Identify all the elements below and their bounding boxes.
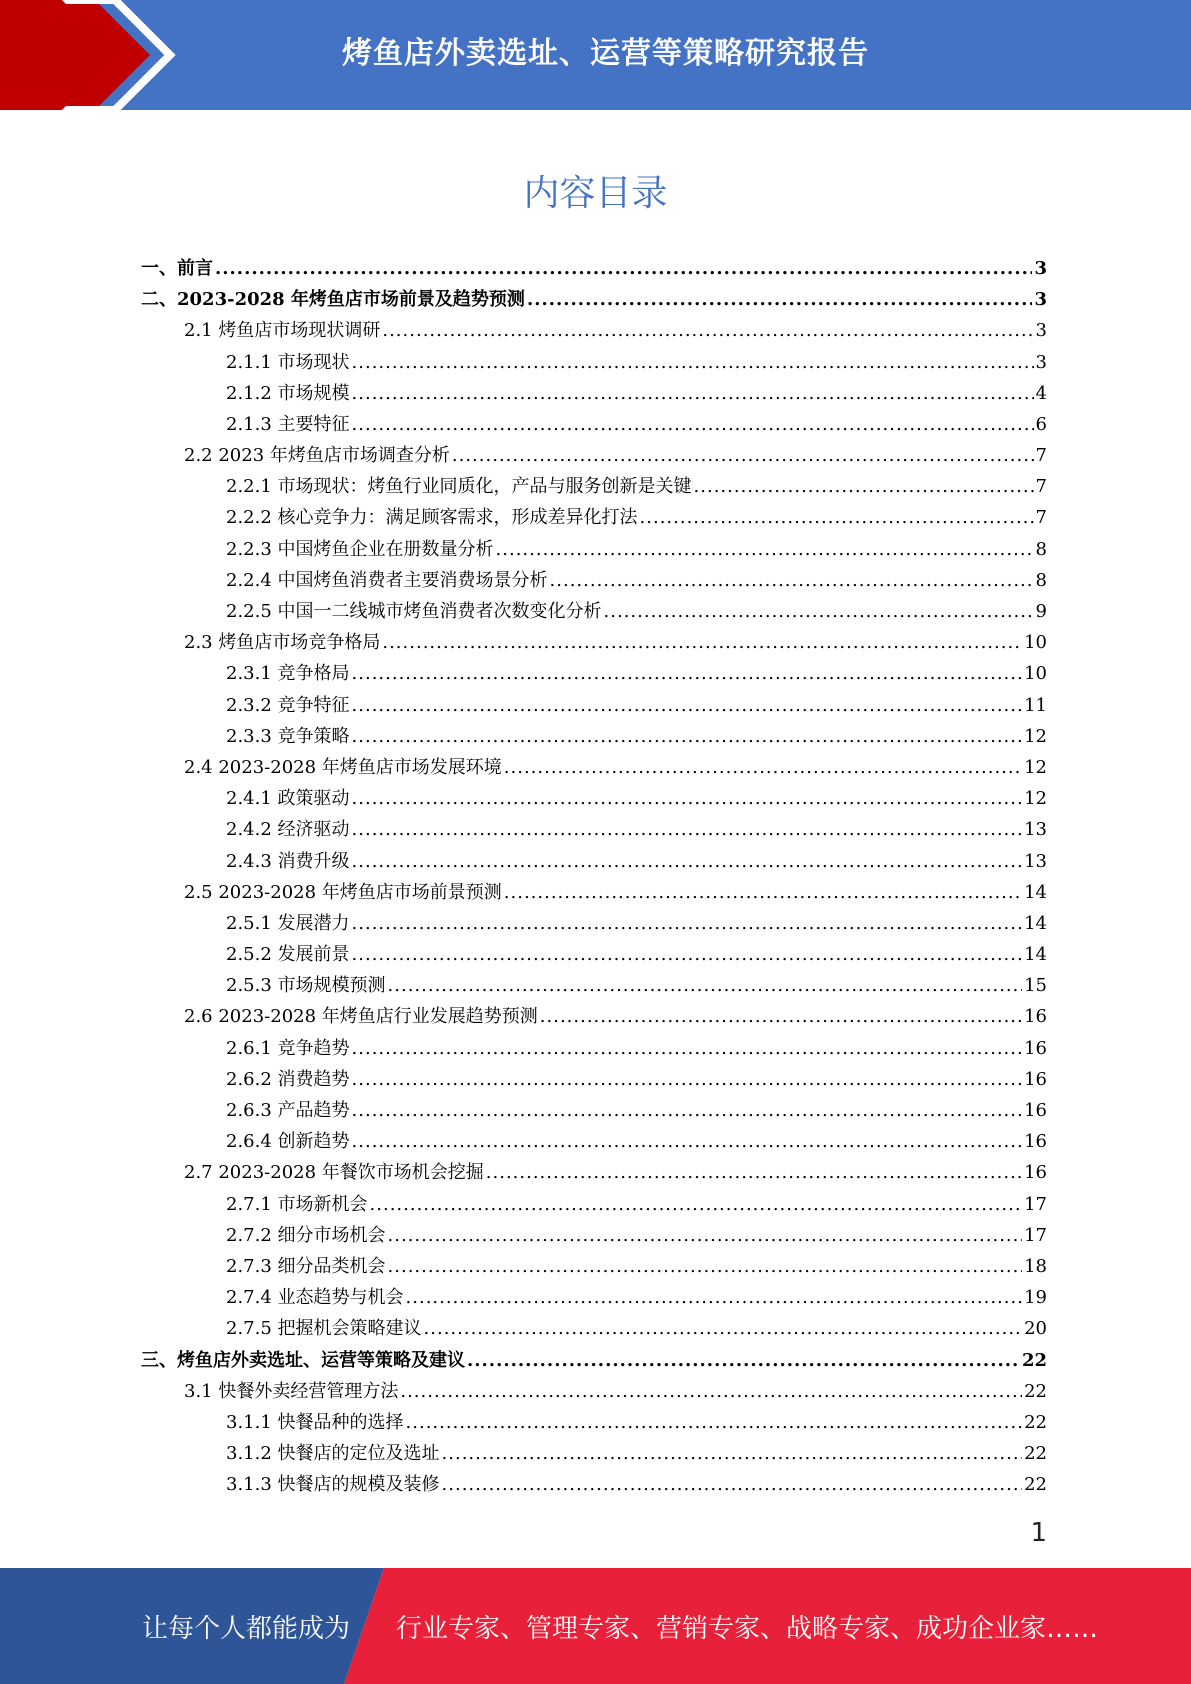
toc-entry-page: 14 [1024, 944, 1047, 966]
toc-entry-label: 2.2.4 中国烤鱼消费者主要消费场景分析 [226, 569, 548, 591]
toc-entry[interactable] [141, 1126, 1047, 1157]
toc-entry-label: 2.6 2023-2028 年烤鱼店行业发展趋势预测 [184, 1006, 538, 1028]
toc-entry-label: 2.4.2 经济驱动 [226, 819, 350, 841]
toc-entry[interactable] [141, 1251, 1047, 1282]
toc-entry-page: 12 [1024, 788, 1047, 810]
toc-entry-label: 2.4 2023-2028 年烤鱼店市场发展环境 [184, 756, 502, 778]
toc-dot-leader [504, 877, 1022, 908]
toc-entry[interactable] [141, 1002, 1047, 1033]
toc-entry-label: 2.6.1 竞争趋势 [226, 1037, 350, 1059]
toc-entry-label: 2.3.2 竞争特征 [226, 694, 350, 716]
toc-entry[interactable] [141, 752, 1047, 783]
toc-dot-leader [388, 1251, 1023, 1282]
toc-entry-label: 2.6.2 消费趋势 [226, 1068, 350, 1090]
toc-entry[interactable] [141, 1407, 1047, 1438]
toc-entry[interactable] [141, 409, 1047, 440]
toc-dot-leader [388, 1220, 1023, 1251]
toc-entry-label: 2.3.3 竞争策略 [226, 725, 350, 747]
toc-entry[interactable] [141, 1469, 1047, 1500]
footer-banner [0, 1568, 1191, 1684]
toc-entry-page: 22 [1024, 1411, 1047, 1433]
toc-dot-leader [550, 565, 1034, 596]
toc-dot-leader [352, 1095, 1023, 1126]
toc-dot-leader [352, 1064, 1023, 1095]
toc-entry[interactable] [141, 1064, 1047, 1095]
toc-dot-leader [382, 627, 1022, 658]
toc-entry[interactable] [141, 378, 1047, 409]
toc-entry-page: 7 [1035, 476, 1047, 498]
toc-dot-leader [467, 1345, 1020, 1376]
toc-entry[interactable] [141, 315, 1047, 346]
toc-entry-label: 2.1.1 市场现状 [226, 351, 350, 373]
toc-entry-label: 2.5.1 发展潜力 [226, 912, 350, 934]
toc-entry[interactable] [141, 1438, 1047, 1469]
toc-entry-page: 16 [1024, 1131, 1047, 1153]
toc-entry[interactable] [141, 1220, 1047, 1251]
toc-entry-page: 10 [1024, 663, 1047, 685]
toc-dot-leader [352, 783, 1023, 814]
toc-entry-page: 3 [1035, 351, 1047, 373]
toc-entry[interactable] [141, 877, 1047, 908]
toc-entry[interactable] [141, 347, 1047, 378]
toc-entry-page: 13 [1024, 850, 1047, 872]
toc-entry-page: 4 [1035, 382, 1047, 404]
toc-entry-label: 3.1 快餐外卖经营管理方法 [184, 1380, 399, 1402]
toc-entry-label: 2.7.1 市场新机会 [226, 1193, 368, 1215]
toc-entry[interactable] [141, 596, 1047, 627]
header-banner [0, 0, 1191, 110]
toc-entry[interactable] [141, 1095, 1047, 1126]
toc-entry-label: 2.2.5 中国一二线城市烤鱼消费者次数变化分析 [226, 601, 602, 623]
toc-dot-leader [486, 1157, 1022, 1188]
toc-entry-label: 2.2.2 核心竞争力：满足顾客需求，形成差异化打法 [226, 507, 638, 529]
toc-entry-page: 16 [1024, 1162, 1047, 1184]
toc-dot-leader [406, 1282, 1023, 1313]
toc-entry-label: 2.4.3 消费升级 [226, 850, 350, 872]
toc-entry-label: 2.7.5 把握机会策略建议 [226, 1318, 422, 1340]
toc-dot-leader [496, 534, 1034, 565]
toc-entry-label: 3.1.1 快餐品种的选择 [226, 1411, 404, 1433]
toc-entry-label: 2.6.4 创新趋势 [226, 1131, 350, 1153]
toc-entry[interactable] [141, 627, 1047, 658]
toc-entry[interactable] [141, 970, 1047, 1001]
toc-entry-label: 2.5.2 发展前景 [226, 944, 350, 966]
toc-entry[interactable] [141, 1033, 1047, 1064]
toc-dot-leader [406, 1407, 1023, 1438]
toc-entry-page: 22 [1024, 1443, 1047, 1465]
page-number: 1 [1030, 1518, 1047, 1548]
toc-entry[interactable] [141, 1376, 1047, 1407]
toc-entry[interactable] [141, 440, 1047, 471]
toc-dot-leader [352, 1033, 1023, 1064]
toc-entry[interactable] [141, 1313, 1047, 1344]
toc-entry-page: 7 [1035, 507, 1047, 529]
toc-entry-label: 2.1.2 市场规模 [226, 382, 350, 404]
toc-entry-page: 20 [1024, 1318, 1047, 1340]
report-title: 烤鱼店外卖选址、运营等策略研究报告 [342, 36, 869, 71]
toc-dot-leader [540, 1001, 1022, 1032]
toc-entry-page: 16 [1024, 1100, 1047, 1122]
toc-dot-leader [382, 315, 1033, 346]
toc-entry-page: 16 [1024, 1068, 1047, 1090]
toc-entry-page: 3 [1034, 257, 1047, 279]
toc-heading: 内容目录 [523, 173, 668, 214]
footer-slogan-right: 行业专家、管理专家、营销专家、战略专家、成功企业家…… [396, 1614, 1099, 1644]
toc-dot-leader [442, 1469, 1023, 1500]
toc-dot-leader [352, 814, 1023, 845]
toc-entry-page: 3 [1035, 320, 1047, 342]
toc-dot-leader [442, 1438, 1023, 1469]
toc-entry-page: 12 [1024, 725, 1047, 747]
toc-dot-leader [352, 908, 1023, 939]
toc-dot-leader [352, 721, 1023, 752]
toc-entry[interactable] [141, 1157, 1047, 1188]
toc-entry[interactable] [141, 565, 1047, 596]
toc-entry-page: 14 [1024, 881, 1047, 903]
toc-entry[interactable] [141, 690, 1047, 721]
toc-entry-label: 2.5.3 市场规模预测 [226, 975, 386, 997]
toc-entry-page: 12 [1024, 756, 1047, 778]
toc-dot-leader [352, 939, 1023, 970]
toc-entry-label: 2.6.3 产品趋势 [226, 1100, 350, 1122]
footer-slogan-left: 让每个人都能成为 [142, 1614, 351, 1644]
toc-entry-page: 6 [1035, 413, 1047, 435]
toc-dot-leader [352, 409, 1034, 440]
toc-entry-label: 2.1.3 主要特征 [226, 413, 350, 435]
toc-entry-page: 22 [1024, 1380, 1047, 1402]
toc-entry-page: 19 [1024, 1287, 1047, 1309]
toc-dot-leader [424, 1313, 1023, 1344]
toc-entry-label: 2.7.3 细分品类机会 [226, 1255, 386, 1277]
toc-entry[interactable] [141, 846, 1047, 877]
toc-entry-label: 2.4.1 政策驱动 [226, 788, 350, 810]
toc-dot-leader [640, 502, 1034, 533]
toc-dot-leader [352, 1126, 1023, 1157]
toc-entry-page: 16 [1024, 1006, 1047, 1028]
toc-entry-page: 10 [1024, 632, 1047, 654]
toc-entry-label: 三、烤鱼店外卖选址、运营等策略及建议 [141, 1349, 465, 1371]
toc-entry-label: 2.7.4 业态趋势与机会 [226, 1287, 404, 1309]
toc-entry-page: 8 [1035, 538, 1047, 560]
toc-dot-leader [400, 1376, 1022, 1407]
toc-entry-label: 一、前言 [141, 257, 213, 279]
toc-entry[interactable] [141, 253, 1047, 284]
toc-entry-page: 3 [1034, 289, 1047, 311]
toc-entry-page: 18 [1024, 1255, 1047, 1277]
toc-entry-label: 2.5 2023-2028 年烤鱼店市场前景预测 [184, 881, 502, 903]
toc-entry-page: 17 [1024, 1193, 1047, 1215]
toc-entry-label: 2.3.1 竞争格局 [226, 663, 350, 685]
toc-entry-label: 2.2.1 市场现状：烤鱼行业同质化，产品与服务创新是关键 [226, 476, 692, 498]
toc-entry[interactable] [141, 471, 1047, 502]
toc-dot-leader [352, 347, 1034, 378]
toc-entry[interactable] [141, 534, 1047, 565]
toc-entry-label: 2.7.2 细分市场机会 [226, 1224, 386, 1246]
toc-dot-leader [352, 690, 1023, 721]
toc-entry-page: 14 [1024, 912, 1047, 934]
toc-entry[interactable] [141, 939, 1047, 970]
toc-entry-page: 9 [1035, 601, 1047, 623]
toc-entry-page: 22 [1024, 1474, 1047, 1496]
toc-entry-page: 7 [1035, 445, 1047, 467]
toc-entry-page: 8 [1035, 569, 1047, 591]
toc-entry-label: 2.7 2023-2028 年餐饮市场机会挖掘 [184, 1162, 484, 1184]
toc-entry-label: 2.2.3 中国烤鱼企业在册数量分析 [226, 538, 494, 560]
toc-entry-page: 16 [1024, 1037, 1047, 1059]
toc-dot-leader [604, 596, 1034, 627]
toc-dot-leader [352, 658, 1023, 689]
toc-dot-leader [215, 253, 1032, 284]
toc-dot-leader [694, 471, 1034, 502]
toc-entry-label: 二、2023-2028 年烤鱼店市场前景及趋势预测 [141, 289, 525, 311]
toc-entry-page: 11 [1024, 694, 1047, 716]
toc-entry[interactable] [141, 908, 1047, 939]
toc-entry[interactable] [141, 721, 1047, 752]
toc-entry-label: 2.1 烤鱼店市场现状调研 [184, 320, 381, 342]
toc-entry[interactable] [141, 658, 1047, 689]
toc-entry[interactable] [141, 1345, 1047, 1376]
toc-entry[interactable] [141, 284, 1047, 315]
toc-entry-page: 17 [1024, 1224, 1047, 1246]
toc-entry[interactable] [141, 814, 1047, 845]
toc-entry-page: 13 [1024, 819, 1047, 841]
toc-entry-label: 3.1.2 快餐店的定位及选址 [226, 1443, 440, 1465]
toc-dot-leader [527, 284, 1033, 315]
toc-entry-label: 3.1.3 快餐店的规模及装修 [226, 1474, 440, 1496]
toc-entry-label: 2.3 烤鱼店市场竞争格局 [184, 632, 381, 654]
toc-entry-page: 22 [1021, 1349, 1047, 1371]
toc-dot-leader [352, 378, 1034, 409]
toc-entry[interactable] [141, 503, 1047, 534]
toc-entry[interactable] [141, 783, 1047, 814]
table-of-contents [141, 253, 1047, 1501]
toc-dot-leader [352, 846, 1023, 877]
toc-dot-leader [370, 1189, 1023, 1220]
toc-entry[interactable] [141, 1282, 1047, 1313]
toc-entry-label: 2.2 2023 年烤鱼店市场调查分析 [184, 445, 450, 467]
toc-entry-page: 15 [1024, 975, 1047, 997]
toc-entry[interactable] [141, 1189, 1047, 1220]
toc-dot-leader [388, 970, 1023, 1001]
toc-dot-leader [504, 752, 1022, 783]
toc-dot-leader [452, 440, 1034, 471]
